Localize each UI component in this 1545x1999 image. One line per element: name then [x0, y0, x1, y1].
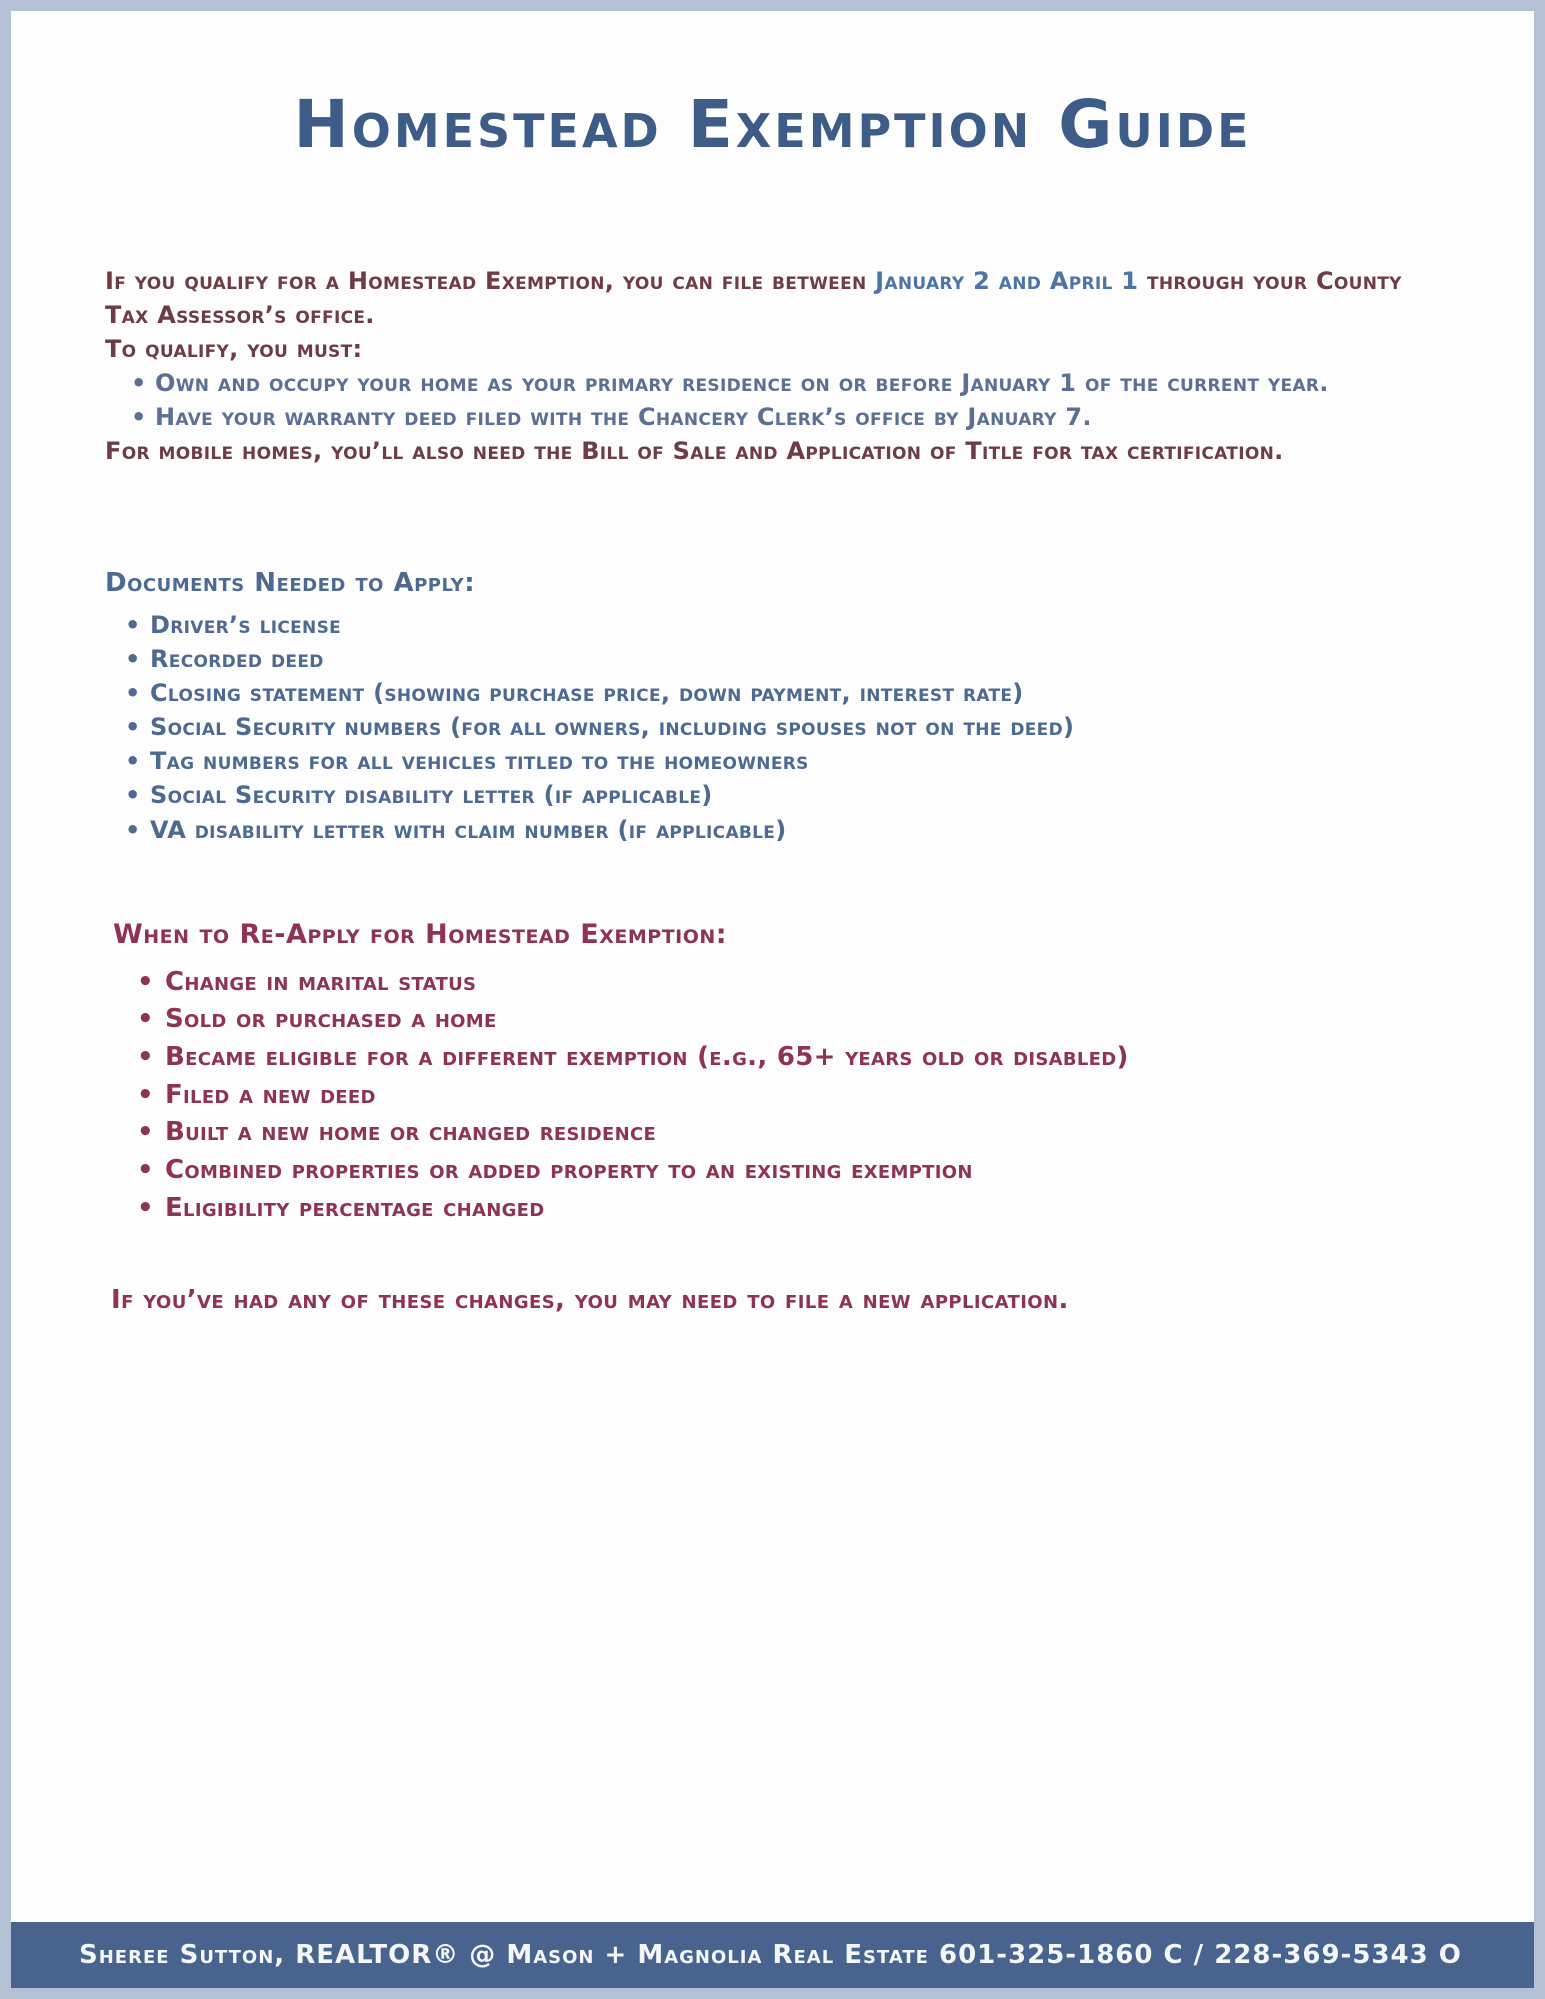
list-item [125, 778, 1442, 812]
intro-section [105, 264, 1435, 468]
qualify-item-text: Own and occupy your home as your primary residence on or before January 1 of the current year. [155, 368, 1329, 397]
document-item-text: Social Security numbers (for all owners, including spouses not on the deed) [150, 713, 1075, 742]
document-item-text: Tag numbers for all vehicles titled to the homeowners [150, 747, 809, 776]
reapply-item-text: Filed a new deed [165, 1079, 376, 1110]
reapply-heading: When to Re-Apply for Homestead Exemption: [113, 918, 728, 950]
list-item [137, 1039, 1442, 1077]
mobile-homes-note: For mobile homes, you’ll also need the Bill of Sale and Application of Title for tax certification. [105, 436, 1284, 465]
intro-paragraph [105, 264, 1435, 332]
reapply-item-text: Became eligible for a different exemption (e.g., 65+ years old or disabled) [165, 1041, 1129, 1072]
filing-dates-highlight: January 2 and April 1 [875, 266, 1139, 295]
list-item [131, 366, 1435, 400]
list-item [125, 744, 1442, 778]
page-title: Homestead Exemption Guide [293, 86, 1252, 163]
closing-note: If you’ve had any of these changes, you may need to file a new application. [111, 1285, 1069, 1316]
document-item-text: VA disability letter with claim number (if applicable) [150, 815, 787, 844]
reapply-list [137, 964, 1442, 1228]
reapply-section [105, 919, 1442, 1316]
footer-contact-bar [11, 1922, 1534, 1988]
qualify-label: To qualify, you must: [105, 334, 363, 363]
document-item-text: Driver’s license [150, 611, 342, 640]
document-item-text: Recorded deed [150, 645, 324, 674]
footer-contact-text: Sheree Sutton, REALTOR® @ Mason + Magnolia Real Estate 601-325-1860 C / 228-369-5343 O [79, 1940, 1462, 1970]
list-item [125, 608, 1442, 642]
document-item-text: Closing statement (showing purchase price, down payment, interest rate) [150, 679, 1024, 708]
intro-text-pre: If you qualify for a Homestead Exemption, you can file between [105, 266, 876, 295]
list-item [125, 813, 1442, 847]
document-item-text: Social Security disability letter (if applicable) [150, 781, 713, 810]
list-item [125, 676, 1442, 710]
reapply-item-text: Sold or purchased a home [165, 1004, 497, 1035]
reapply-item-text: Eligibility percentage changed [165, 1192, 545, 1223]
list-item [137, 1190, 1442, 1228]
reapply-item-text: Change in marital status [165, 966, 477, 997]
qualify-item-text: Have your warranty deed filed with the Chancery Clerk’s office by January 7. [155, 402, 1092, 431]
list-item [131, 400, 1435, 434]
list-item [125, 642, 1442, 676]
documents-heading: Documents Needed to Apply: [105, 568, 476, 599]
list-item [137, 1001, 1442, 1039]
documents-section [105, 568, 1442, 847]
qualify-list [131, 366, 1435, 434]
list-item [137, 964, 1442, 1002]
reapply-item-text: Built a new home or changed residence [165, 1117, 657, 1148]
list-item [137, 1077, 1442, 1115]
reapply-item-text: Combined properties or added property to an existing exemption [165, 1155, 973, 1186]
list-item [125, 710, 1442, 744]
list-item [137, 1152, 1442, 1190]
documents-list [125, 608, 1442, 847]
intro-text-post: through your County Tax Assessor’s office. [105, 266, 1402, 329]
list-item [137, 1114, 1442, 1152]
page-content [11, 264, 1534, 1316]
